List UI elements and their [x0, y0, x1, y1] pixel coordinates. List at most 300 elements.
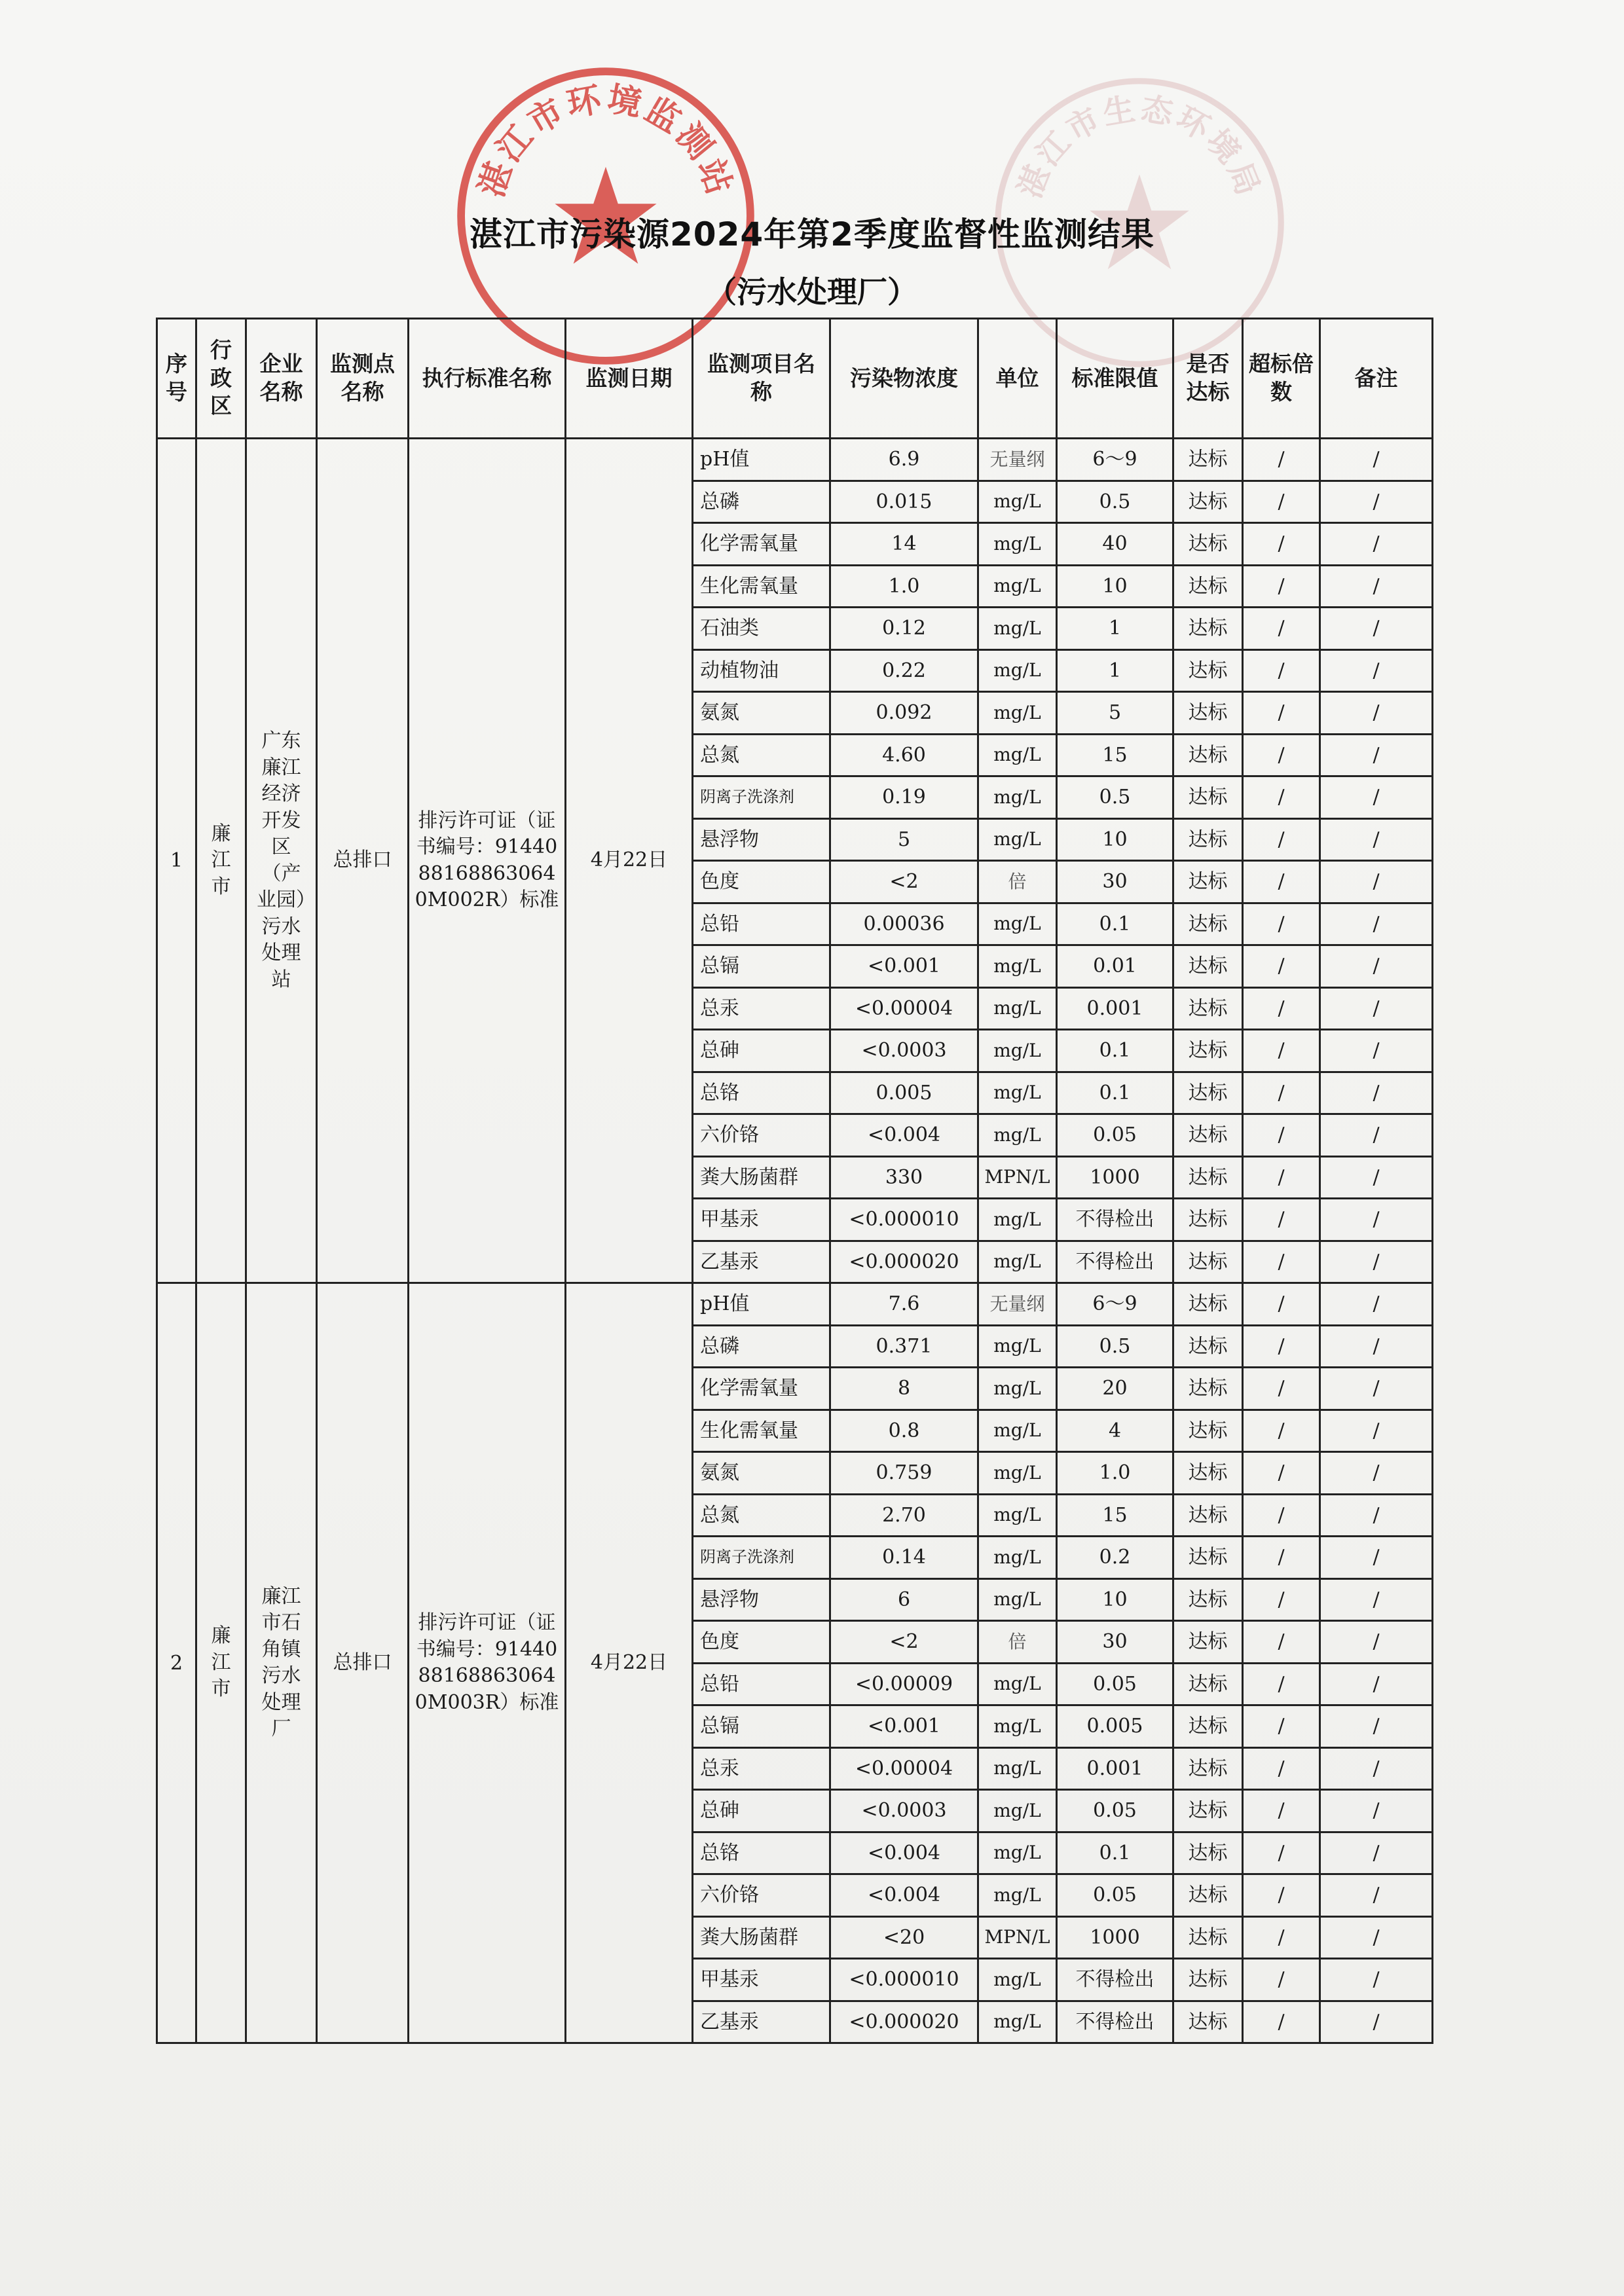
limit-cell: 5	[1057, 692, 1173, 735]
concentration-cell: <0.004	[830, 1114, 978, 1157]
limit-cell: 0.1	[1057, 1030, 1173, 1072]
remark-cell: /	[1320, 861, 1433, 903]
group-company-cell: 廉江市石角镇污水处理厂	[246, 1283, 317, 2043]
exceed-cell: /	[1243, 1368, 1320, 1410]
header-point: 监测点名称	[317, 319, 409, 439]
compliant-cell: 达标	[1173, 776, 1243, 819]
exceed-cell: /	[1243, 1410, 1320, 1452]
header-limit: 标准限值	[1057, 319, 1173, 439]
concentration-cell: 4.60	[830, 734, 978, 776]
exceed-cell: /	[1243, 734, 1320, 776]
item-cell: 总汞	[693, 987, 830, 1030]
header-standard: 执行标准名称	[409, 319, 566, 439]
compliant-cell: 达标	[1173, 1114, 1243, 1157]
concentration-cell: 8	[830, 1368, 978, 1410]
unit-cell: mg/L	[978, 1959, 1057, 2001]
limit-cell: 0.001	[1057, 987, 1173, 1030]
remark-cell: /	[1320, 1410, 1433, 1452]
limit-cell: 6～9	[1057, 439, 1173, 481]
item-cell: 氨氮	[693, 1452, 830, 1495]
compliant-cell: 达标	[1173, 1199, 1243, 1241]
remark-cell: /	[1320, 734, 1433, 776]
remark-cell: /	[1320, 1283, 1433, 1326]
item-cell: 动植物油	[693, 649, 830, 692]
exceed-cell: /	[1243, 565, 1320, 608]
concentration-cell: 0.371	[830, 1325, 978, 1368]
compliant-cell: 达标	[1173, 523, 1243, 566]
concentration-cell: <0.00009	[830, 1663, 978, 1705]
item-cell: 总磷	[693, 481, 830, 523]
concentration-cell: 330	[830, 1156, 978, 1199]
remark-cell: /	[1320, 1156, 1433, 1199]
remark-cell: /	[1320, 1916, 1433, 1959]
exceed-cell: /	[1243, 439, 1320, 481]
item-cell: 总汞	[693, 1747, 830, 1790]
remark-cell: /	[1320, 818, 1433, 861]
monitoring-results-table	[156, 318, 1433, 2044]
unit-cell: mg/L	[978, 1578, 1057, 1621]
exceed-cell: /	[1243, 1747, 1320, 1790]
unit-cell: mg/L	[978, 987, 1057, 1030]
limit-cell: 1	[1057, 649, 1173, 692]
table-header	[157, 319, 1433, 439]
exceed-cell: /	[1243, 1537, 1320, 1579]
compliant-cell: 达标	[1173, 1790, 1243, 1832]
exceed-cell: /	[1243, 1030, 1320, 1072]
remark-cell: /	[1320, 1832, 1433, 1874]
compliant-cell: 达标	[1173, 1705, 1243, 1748]
item-cell: 化学需氧量	[693, 523, 830, 566]
exceed-cell: /	[1243, 1199, 1320, 1241]
unit-cell: mg/L	[978, 692, 1057, 735]
limit-cell: 10	[1057, 565, 1173, 608]
group-district-cell: 廉江市	[196, 1283, 246, 2043]
unit-cell: mg/L	[978, 649, 1057, 692]
limit-cell: 10	[1057, 818, 1173, 861]
concentration-cell: 0.759	[830, 1452, 978, 1495]
document-title: 湛江市污染源2024年第2季度监督性监测结果	[470, 215, 1154, 253]
compliant-cell: 达标	[1173, 1072, 1243, 1114]
item-cell: 生化需氧量	[693, 1410, 830, 1452]
item-cell: 总氮	[693, 1494, 830, 1537]
unit-cell: mg/L	[978, 1452, 1057, 1495]
unit-cell: mg/L	[978, 1199, 1057, 1241]
concentration-cell: <0.000010	[830, 1199, 978, 1241]
concentration-cell: <0.00004	[830, 987, 978, 1030]
compliant-cell: 达标	[1173, 481, 1243, 523]
limit-cell: 1	[1057, 608, 1173, 650]
remark-cell: /	[1320, 565, 1433, 608]
compliant-cell: 达标	[1173, 734, 1243, 776]
limit-cell: 0.05	[1057, 1874, 1173, 1917]
unit-cell: mg/L	[978, 1537, 1057, 1579]
exceed-cell: /	[1243, 818, 1320, 861]
limit-cell: 0.001	[1057, 1747, 1173, 1790]
limit-cell: 0.01	[1057, 945, 1173, 988]
item-cell: 甲基汞	[693, 1959, 830, 2001]
header-concentration: 污染物浓度	[830, 319, 978, 439]
exceed-cell: /	[1243, 1241, 1320, 1283]
unit-cell: MPN/L	[978, 1156, 1057, 1199]
concentration-cell: <0.001	[830, 945, 978, 988]
limit-cell: 1000	[1057, 1156, 1173, 1199]
compliant-cell: 达标	[1173, 1494, 1243, 1537]
limit-cell: 0.1	[1057, 1832, 1173, 1874]
unit-cell: mg/L	[978, 481, 1057, 523]
compliant-cell: 达标	[1173, 903, 1243, 945]
item-cell: 甲基汞	[693, 1199, 830, 1241]
group-point-cell: 总排口	[317, 1283, 409, 2043]
exceed-cell: /	[1243, 945, 1320, 988]
compliant-cell: 达标	[1173, 1452, 1243, 1495]
item-cell: 氨氮	[693, 692, 830, 735]
remark-cell: /	[1320, 1241, 1433, 1283]
item-cell: 化学需氧量	[693, 1368, 830, 1410]
exceed-cell: /	[1243, 1578, 1320, 1621]
limit-cell: 0.05	[1057, 1663, 1173, 1705]
group-standard-cell: 排污许可证（证书编号：91440881688630640M003R）标准	[409, 1283, 566, 2043]
limit-cell: 1.0	[1057, 1452, 1173, 1495]
remark-cell: /	[1320, 439, 1433, 481]
limit-cell: 0.2	[1057, 1537, 1173, 1579]
group-standard-cell: 排污许可证（证书编号：91440881688630640M002R）标准	[409, 439, 566, 1283]
table-row	[157, 1283, 1433, 1326]
group-district-cell: 廉江市	[196, 439, 246, 1283]
concentration-cell: 5	[830, 818, 978, 861]
concentration-cell: <2	[830, 1621, 978, 1664]
unit-cell: mg/L	[978, 1874, 1057, 1917]
concentration-cell: 7.6	[830, 1283, 978, 1326]
header-item: 监测项目名称	[693, 319, 830, 439]
remark-cell: /	[1320, 1747, 1433, 1790]
item-cell: 总铬	[693, 1832, 830, 1874]
group-index-cell: 1	[157, 439, 196, 1283]
item-cell: 阴离子洗涤剂	[693, 776, 830, 819]
compliant-cell: 达标	[1173, 439, 1243, 481]
concentration-cell: 0.8	[830, 1410, 978, 1452]
limit-cell: 不得检出	[1057, 2001, 1173, 2043]
exceed-cell: /	[1243, 1959, 1320, 2001]
unit-cell: mg/L	[978, 523, 1057, 566]
compliant-cell: 达标	[1173, 861, 1243, 903]
concentration-cell: <0.000010	[830, 1959, 978, 2001]
item-cell: 总砷	[693, 1030, 830, 1072]
concentration-cell: 6	[830, 1578, 978, 1621]
limit-cell: 4	[1057, 1410, 1173, 1452]
concentration-cell: 0.015	[830, 481, 978, 523]
remark-cell: /	[1320, 1959, 1433, 2001]
unit-cell: mg/L	[978, 1832, 1057, 1874]
exceed-cell: /	[1243, 987, 1320, 1030]
group-company-cell: 广东廉江经济开发区（产业园）污水处理站	[246, 439, 317, 1283]
limit-cell: 15	[1057, 734, 1173, 776]
concentration-cell: 0.19	[830, 776, 978, 819]
unit-cell: mg/L	[978, 1241, 1057, 1283]
compliant-cell: 达标	[1173, 1874, 1243, 1917]
compliant-cell: 达标	[1173, 987, 1243, 1030]
concentration-cell: <0.00004	[830, 1747, 978, 1790]
item-cell: 六价铬	[693, 1874, 830, 1917]
remark-cell: /	[1320, 523, 1433, 566]
exceed-cell: /	[1243, 2001, 1320, 2043]
unit-cell: mg/L	[978, 1325, 1057, 1368]
table-body	[157, 439, 1433, 2043]
item-cell: 总铅	[693, 903, 830, 945]
unit-cell: mg/L	[978, 1494, 1057, 1537]
concentration-cell: 1.0	[830, 565, 978, 608]
compliant-cell: 达标	[1173, 1241, 1243, 1283]
item-cell: 总砷	[693, 1790, 830, 1832]
header-row	[157, 319, 1433, 439]
remark-cell: /	[1320, 1663, 1433, 1705]
compliant-cell: 达标	[1173, 1368, 1243, 1410]
exceed-cell: /	[1243, 649, 1320, 692]
limit-cell: 1000	[1057, 1916, 1173, 1959]
remark-cell: /	[1320, 776, 1433, 819]
item-cell: 乙基汞	[693, 1241, 830, 1283]
concentration-cell: <0.004	[830, 1874, 978, 1917]
item-cell: pH值	[693, 1283, 830, 1326]
remark-cell: /	[1320, 1325, 1433, 1368]
compliant-cell: 达标	[1173, 945, 1243, 988]
remark-cell: /	[1320, 1114, 1433, 1157]
limit-cell: 不得检出	[1057, 1241, 1173, 1283]
limit-cell: 30	[1057, 861, 1173, 903]
limit-cell: 0.1	[1057, 903, 1173, 945]
limit-cell: 20	[1057, 1368, 1173, 1410]
compliant-cell: 达标	[1173, 2001, 1243, 2043]
unit-cell: mg/L	[978, 945, 1057, 988]
limit-cell: 0.1	[1057, 1072, 1173, 1114]
unit-cell: mg/L	[978, 608, 1057, 650]
header-exceed: 超标倍数	[1243, 319, 1320, 439]
remark-cell: /	[1320, 1537, 1433, 1579]
limit-cell: 15	[1057, 1494, 1173, 1537]
exceed-cell: /	[1243, 1621, 1320, 1664]
compliant-cell: 达标	[1173, 649, 1243, 692]
compliant-cell: 达标	[1173, 1663, 1243, 1705]
item-cell: 粪大肠菌群	[693, 1156, 830, 1199]
exceed-cell: /	[1243, 1494, 1320, 1537]
svg-text:湛江市生态环境局: 湛江市生态环境局	[1011, 90, 1268, 204]
concentration-cell: 0.22	[830, 649, 978, 692]
remark-cell: /	[1320, 1452, 1433, 1495]
item-cell: 总镉	[693, 1705, 830, 1748]
group-date-cell: 4月22日	[566, 439, 693, 1283]
compliant-cell: 达标	[1173, 1578, 1243, 1621]
unit-cell: mg/L	[978, 1368, 1057, 1410]
compliant-cell: 达标	[1173, 565, 1243, 608]
compliant-cell: 达标	[1173, 1959, 1243, 2001]
concentration-cell: 0.00036	[830, 903, 978, 945]
item-cell: 乙基汞	[693, 2001, 830, 2043]
limit-cell: 不得检出	[1057, 1959, 1173, 2001]
unit-cell: mg/L	[978, 818, 1057, 861]
compliant-cell: 达标	[1173, 692, 1243, 735]
limit-cell: 10	[1057, 1578, 1173, 1621]
remark-cell: /	[1320, 608, 1433, 650]
exceed-cell: /	[1243, 523, 1320, 566]
concentration-cell: 2.70	[830, 1494, 978, 1537]
remark-cell: /	[1320, 1578, 1433, 1621]
unit-cell: mg/L	[978, 1030, 1057, 1072]
limit-cell: 30	[1057, 1621, 1173, 1664]
header-date: 监测日期	[566, 319, 693, 439]
item-cell: 阴离子洗涤剂	[693, 1537, 830, 1579]
concentration-cell: 0.005	[830, 1072, 978, 1114]
concentration-cell: <2	[830, 861, 978, 903]
remark-cell: /	[1320, 1621, 1433, 1664]
exceed-cell: /	[1243, 903, 1320, 945]
remark-cell: /	[1320, 903, 1433, 945]
table-row	[157, 439, 1433, 481]
remark-cell: /	[1320, 1199, 1433, 1241]
remark-cell: /	[1320, 1790, 1433, 1832]
exceed-cell: /	[1243, 1916, 1320, 1959]
item-cell: 总镉	[693, 945, 830, 988]
item-cell: pH值	[693, 439, 830, 481]
remark-cell: /	[1320, 1072, 1433, 1114]
header-remark: 备注	[1320, 319, 1433, 439]
compliant-cell: 达标	[1173, 1537, 1243, 1579]
concentration-cell: <0.000020	[830, 1241, 978, 1283]
limit-cell: 0.005	[1057, 1705, 1173, 1748]
item-cell: 总磷	[693, 1325, 830, 1368]
exceed-cell: /	[1243, 1705, 1320, 1748]
exceed-cell: /	[1243, 1114, 1320, 1157]
remark-cell: /	[1320, 1494, 1433, 1537]
exceed-cell: /	[1243, 692, 1320, 735]
compliant-cell: 达标	[1173, 1325, 1243, 1368]
remark-cell: /	[1320, 2001, 1433, 2043]
concentration-cell: <0.0003	[830, 1790, 978, 1832]
remark-cell: /	[1320, 987, 1433, 1030]
compliant-cell: 达标	[1173, 1410, 1243, 1452]
unit-cell: mg/L	[978, 1072, 1057, 1114]
item-cell: 色度	[693, 861, 830, 903]
unit-cell: 无量纲	[978, 439, 1057, 481]
remark-cell: /	[1320, 481, 1433, 523]
concentration-cell: <0.000020	[830, 2001, 978, 2043]
remark-cell: /	[1320, 649, 1433, 692]
concentration-cell: <0.004	[830, 1832, 978, 1874]
exceed-cell: /	[1243, 608, 1320, 650]
compliant-cell: 达标	[1173, 1156, 1243, 1199]
concentration-cell: <0.001	[830, 1705, 978, 1748]
exceed-cell: /	[1243, 1790, 1320, 1832]
document-subtitle: （污水处理厂）	[707, 274, 917, 310]
compliant-cell: 达标	[1173, 1621, 1243, 1664]
remark-cell: /	[1320, 1368, 1433, 1410]
compliant-cell: 达标	[1173, 608, 1243, 650]
item-cell: 粪大肠菌群	[693, 1916, 830, 1959]
header-company: 企业名称	[246, 319, 317, 439]
remark-cell: /	[1320, 1874, 1433, 1917]
unit-cell: mg/L	[978, 1705, 1057, 1748]
svg-text:湛江市环境监测站: 湛江市环境监测站	[471, 79, 740, 202]
exceed-cell: /	[1243, 776, 1320, 819]
remark-cell: /	[1320, 692, 1433, 735]
unit-cell: mg/L	[978, 776, 1057, 819]
unit-cell: mg/L	[978, 903, 1057, 945]
unit-cell: 倍	[978, 1621, 1057, 1664]
unit-cell: mg/L	[978, 1790, 1057, 1832]
concentration-cell: <20	[830, 1916, 978, 1959]
limit-cell: 0.05	[1057, 1114, 1173, 1157]
item-cell: 总铅	[693, 1663, 830, 1705]
unit-cell: mg/L	[978, 734, 1057, 776]
header-district: 行政区	[196, 319, 246, 439]
remark-cell: /	[1320, 1705, 1433, 1748]
concentration-cell: 6.9	[830, 439, 978, 481]
exceed-cell: /	[1243, 481, 1320, 523]
group-point-cell: 总排口	[317, 439, 409, 1283]
item-cell: 总氮	[693, 734, 830, 776]
compliant-cell: 达标	[1173, 1747, 1243, 1790]
exceed-cell: /	[1243, 861, 1320, 903]
exceed-cell: /	[1243, 1874, 1320, 1917]
unit-cell: 无量纲	[978, 1283, 1057, 1326]
exceed-cell: /	[1243, 1452, 1320, 1495]
limit-cell: 不得检出	[1057, 1199, 1173, 1241]
unit-cell: mg/L	[978, 2001, 1057, 2043]
group-date-cell: 4月22日	[566, 1283, 693, 2043]
item-cell: 石油类	[693, 608, 830, 650]
compliant-cell: 达标	[1173, 1030, 1243, 1072]
limit-cell: 6～9	[1057, 1283, 1173, 1326]
concentration-cell: 0.14	[830, 1537, 978, 1579]
compliant-cell: 达标	[1173, 818, 1243, 861]
unit-cell: 倍	[978, 861, 1057, 903]
unit-cell: mg/L	[978, 1410, 1057, 1452]
exceed-cell: /	[1243, 1283, 1320, 1326]
limit-cell: 0.05	[1057, 1790, 1173, 1832]
group-index-cell: 2	[157, 1283, 196, 2043]
item-cell: 悬浮物	[693, 1578, 830, 1621]
unit-cell: mg/L	[978, 1114, 1057, 1157]
unit-cell: mg/L	[978, 1747, 1057, 1790]
limit-cell: 40	[1057, 523, 1173, 566]
item-cell: 生化需氧量	[693, 565, 830, 608]
header-unit: 单位	[978, 319, 1057, 439]
exceed-cell: /	[1243, 1325, 1320, 1368]
exceed-cell: /	[1243, 1663, 1320, 1705]
concentration-cell: <0.0003	[830, 1030, 978, 1072]
compliant-cell: 达标	[1173, 1283, 1243, 1326]
exceed-cell: /	[1243, 1072, 1320, 1114]
unit-cell: mg/L	[978, 1663, 1057, 1705]
exceed-cell: /	[1243, 1156, 1320, 1199]
limit-cell: 0.5	[1057, 776, 1173, 819]
exceed-cell: /	[1243, 1832, 1320, 1874]
item-cell: 总铬	[693, 1072, 830, 1114]
header-index: 序号	[157, 319, 196, 439]
item-cell: 六价铬	[693, 1114, 830, 1157]
item-cell: 色度	[693, 1621, 830, 1664]
remark-cell: /	[1320, 945, 1433, 988]
concentration-cell: 0.12	[830, 608, 978, 650]
header-compliant: 是否达标	[1173, 319, 1243, 439]
remark-cell: /	[1320, 1030, 1433, 1072]
limit-cell: 0.5	[1057, 1325, 1173, 1368]
compliant-cell: 达标	[1173, 1916, 1243, 1959]
unit-cell: MPN/L	[978, 1916, 1057, 1959]
unit-cell: mg/L	[978, 565, 1057, 608]
compliant-cell: 达标	[1173, 1832, 1243, 1874]
item-cell: 悬浮物	[693, 818, 830, 861]
concentration-cell: 14	[830, 523, 978, 566]
concentration-cell: 0.092	[830, 692, 978, 735]
